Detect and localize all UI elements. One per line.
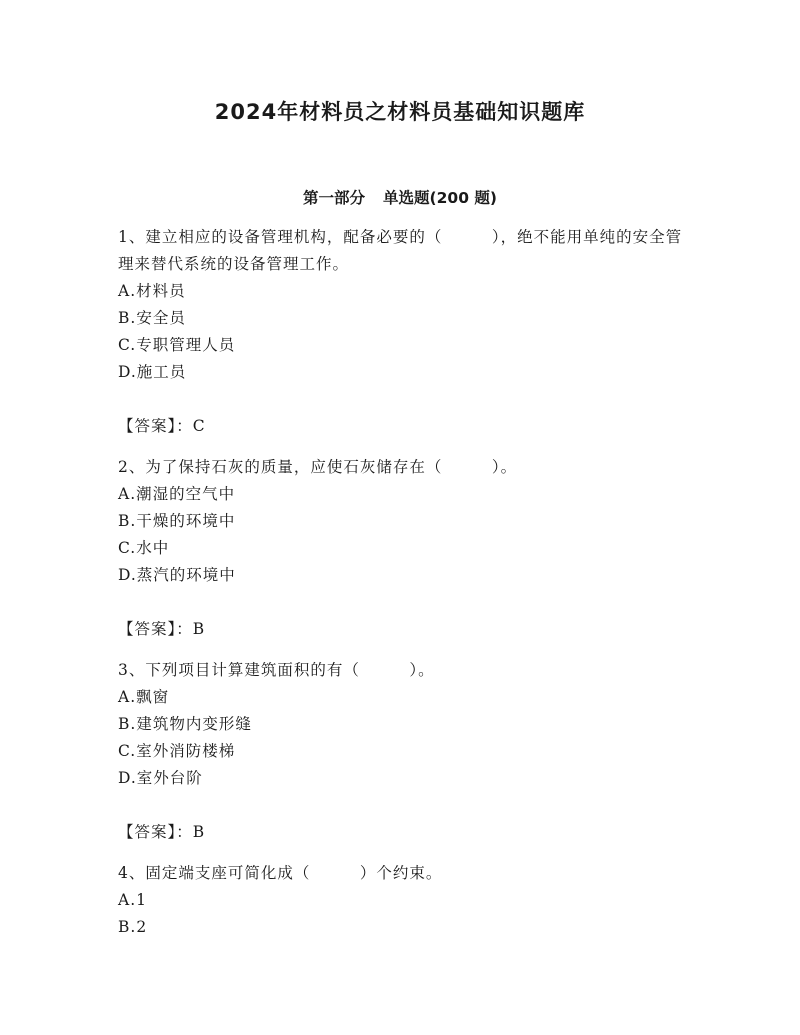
option-a: A.1 <box>118 891 147 909</box>
section-part-label: 第一部分 <box>303 189 366 207</box>
option-b: B.建筑物内变形缝 <box>118 715 252 733</box>
option-c: C.室外消防楼梯 <box>118 742 236 760</box>
question-3 <box>118 657 698 846</box>
answer-line <box>118 616 698 643</box>
question-stem: 4、固定端支座可简化成（ ）个约束。 <box>118 864 443 882</box>
question-stem: 3、下列项目计算建筑面积的有（ ）。 <box>118 661 435 679</box>
question-stem: 1、建立相应的设备管理机构，配备必要的（ ），绝不能用单纯的安全管理来替代系统的设备管理工作。 <box>118 228 683 273</box>
answer-line <box>118 819 698 846</box>
question-2 <box>118 454 698 643</box>
option-b: B.安全员 <box>118 309 186 327</box>
answer-label: 【答案】： <box>118 823 193 841</box>
document-title: 2024年材料员之材料员基础知识题库 <box>214 100 586 124</box>
answer-label: 【答案】： <box>118 417 193 435</box>
option-b: B.2 <box>118 918 148 936</box>
answer-value: B <box>192 823 206 841</box>
option-c: C.专职管理人员 <box>118 336 236 354</box>
section-title <box>0 186 800 208</box>
option-a: A.材料员 <box>118 282 186 300</box>
option-d: D.施工员 <box>118 363 187 381</box>
option-a: A.潮湿的空气中 <box>118 485 236 503</box>
answer-line <box>118 413 698 440</box>
option-a: A.飘窗 <box>118 688 170 706</box>
option-c: C.水中 <box>118 539 170 557</box>
section-type-label: 单选题(200 题) <box>383 189 497 207</box>
answer-value: B <box>192 620 206 638</box>
question-stem: 2、为了保持石灰的质量，应使石灰储存在（ ）。 <box>118 458 518 476</box>
question-4 <box>118 860 698 941</box>
option-d: D.蒸汽的环境中 <box>118 566 236 584</box>
option-b: B.干燥的环境中 <box>118 512 236 530</box>
question-1 <box>118 224 698 440</box>
answer-label: 【答案】： <box>118 620 193 638</box>
answer-value: C <box>192 417 206 435</box>
option-d: D.室外台阶 <box>118 769 203 787</box>
question-list <box>118 224 698 941</box>
